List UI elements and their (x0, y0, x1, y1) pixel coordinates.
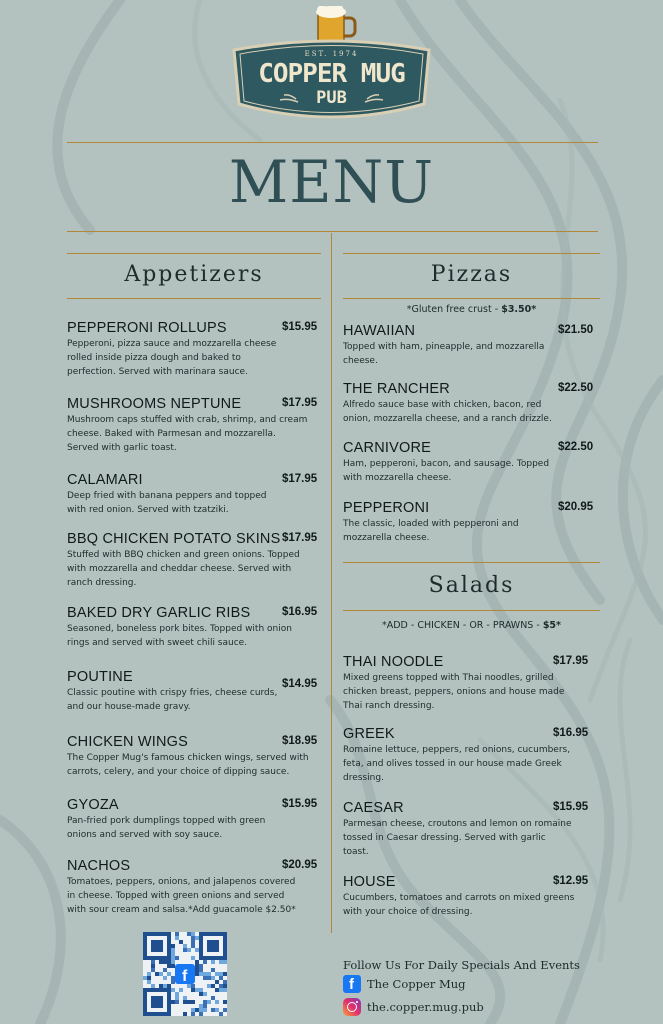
item-name: HOUSE (343, 874, 396, 890)
item-name: THE RANCHER (343, 381, 450, 397)
item-description-line: The classic, loaded with pepperoni and (343, 519, 519, 529)
pizzas-note-price: $3.50* (501, 304, 537, 315)
item-description-line: with mozzarella and cheddar cheese. Served with (67, 564, 292, 574)
item-name: HAWAIIAN (343, 323, 416, 339)
item-description-line: Deep fried with banana peppers and topped (67, 491, 267, 501)
item-description-line: rolled inside pizza dough and baked to (67, 353, 241, 363)
pizzas-bottom-rule (343, 298, 600, 299)
salads-bottom-rule (343, 610, 600, 611)
item-price: $17.95 (282, 397, 318, 409)
appetizers-heading: Appetizers (124, 262, 264, 287)
item-description-line: Tomatoes, peppers, onions, and jalapenos covered (67, 877, 296, 887)
item-description-line: Ham, pepperoni, bacon, and sausage. Topped (343, 459, 550, 469)
item-price: $15.95 (553, 801, 589, 813)
item-description-line: toast. (343, 847, 369, 857)
logo-name: COPPER MUG (258, 59, 405, 89)
salads-note-text: *ADD - CHICKEN - OR - PRAWNS - (381, 620, 543, 631)
item-description-line: onions and served with soy sauce. (67, 830, 223, 840)
appetizers-bottom-rule (67, 298, 321, 299)
item-description-line: Alfredo sauce base with chicken, bacon, red (343, 400, 542, 410)
item-description-line: Romaine lettuce, peppers, red onions, cucumbers, (343, 745, 571, 755)
svg-text:f: f (182, 968, 188, 985)
follow-us-text: Follow Us For Daily Specials And Events (343, 958, 580, 972)
facebook-icon: f (343, 975, 361, 993)
item-name: CALAMARI (67, 472, 143, 488)
item-description-line: cheese. (343, 356, 378, 366)
item-description-line: Seasoned, boneless pork bites. Topped with onion (67, 624, 292, 634)
item-name: BBQ CHICKEN POTATO SKINS (67, 531, 281, 547)
item-description-line: feta, and olives tossed in our house made Greek (343, 759, 562, 769)
pizzas-note-text: *Gluten free crust - (406, 304, 502, 315)
pizzas-top-rule (343, 253, 600, 254)
item-name: MUSHROOMS NEPTUNE (67, 396, 242, 412)
pub-logo (228, 6, 435, 132)
logo-established: EST. 1974 (304, 50, 359, 58)
item-name: CHICKEN WINGS (67, 734, 189, 750)
title-bottom-rule (67, 231, 598, 232)
salads-heading: Salads (428, 573, 515, 598)
item-name: NACHOS (67, 858, 131, 874)
item-description-line: mozzarella cheese. (343, 533, 430, 543)
instagram-link[interactable] (343, 997, 484, 1017)
item-description-line: chicken breast, peppers, onions and house made (343, 687, 565, 697)
item-description-line: Stuffed with BBQ chicken and green onions. Topped (67, 550, 300, 560)
pizzas-note (343, 304, 600, 315)
item-name: PEPPERONI ROLLUPS (67, 320, 227, 336)
item-description-line: with red onion. Served with tzatziki. (67, 505, 229, 515)
item-name: POUTINE (67, 669, 133, 685)
item-price: $20.95 (282, 859, 318, 871)
item-name: GREEK (343, 726, 395, 742)
item-price: $17.95 (553, 655, 589, 667)
logo-subname: PUB (316, 88, 347, 108)
column-divider (331, 233, 332, 933)
item-description-line: in cheese. Topped with green onions and served (67, 891, 285, 901)
item-price: $16.95 (282, 606, 318, 618)
facebook-label: The Copper Mug (367, 977, 466, 991)
item-price: $20.95 (558, 501, 594, 513)
item-name: THAI NOODLE (343, 654, 444, 670)
menu-title: MENU (228, 148, 435, 216)
item-price: $21.50 (558, 324, 594, 336)
instagram-label: the.copper.mug.pub (367, 1000, 484, 1014)
item-description-line: Mixed greens topped with Thai noodles, grilled (343, 673, 554, 683)
item-description-line: rings and served with sweet chili sauce. (67, 638, 248, 648)
facebook-link[interactable] (343, 974, 466, 994)
item-price: $14.95 (282, 678, 318, 690)
qr-code-icon[interactable] (143, 932, 227, 1016)
item-name: PEPPERONI (343, 500, 430, 516)
item-description-line: with your choice of dressing. (343, 907, 473, 917)
item-price: $22.50 (558, 441, 594, 453)
item-price: $22.50 (558, 382, 594, 394)
item-description-line: Mushroom caps stuffed with crab, shrimp, and cream (67, 415, 308, 425)
item-description-line: carrots, celery, and your choice of dipping sauce. (67, 767, 290, 777)
item-description-line: Served with garlic toast. (67, 443, 177, 453)
pizzas-heading: Pizzas (430, 262, 513, 287)
item-description-line: The Copper Mug's famous chicken wings, served with (67, 753, 309, 763)
item-price: $12.95 (553, 875, 589, 887)
item-description-line: onion, mozzarella cheese, and a ranch drizzle. (343, 414, 552, 424)
item-description-line: perfection. Served with marinara sauce. (67, 367, 248, 377)
instagram-icon (343, 998, 361, 1016)
item-description-line: with sour cream and salsa.*Add guacamole $2.50* (67, 905, 296, 915)
item-price: $18.95 (282, 735, 318, 747)
item-price: $16.95 (553, 727, 589, 739)
item-description-line: ranch dressing. (67, 578, 137, 588)
salads-note (343, 620, 600, 631)
item-price: $17.95 (282, 473, 318, 485)
item-description-line: Cucumbers, tomatoes and carrots on mixed greens (343, 893, 575, 903)
item-description-line: Classic poutine with crispy fries, cheese curds, (67, 688, 278, 698)
item-description-line: cheese. Baked with Parmesan and mozzarella. (67, 429, 276, 439)
item-price: $15.95 (282, 321, 318, 333)
item-description-line: Parmesan cheese, croutons and lemon on romaine (343, 819, 572, 829)
item-description-line: tossed in Caesar dressing. Served with garlic (343, 833, 546, 843)
item-description-line: and our house-made gravy. (67, 702, 191, 712)
item-price: $17.95 (282, 532, 318, 544)
item-description-line: with mozzarella cheese. (343, 473, 452, 483)
item-name: GYOZA (67, 797, 119, 813)
item-name: CARNIVORE (343, 440, 432, 456)
item-description-line: Pepperoni, pizza sauce and mozzarella cheese (67, 339, 277, 349)
item-description-line: Pan-fried pork dumplings topped with green (67, 816, 266, 826)
salads-note-price: $5* (542, 620, 562, 631)
appetizers-top-rule (67, 253, 321, 254)
item-description-line: Topped with ham, pineapple, and mozzarella (343, 342, 545, 352)
item-price: $15.95 (282, 798, 318, 810)
item-description-line: dressing. (343, 773, 384, 783)
item-name: BAKED DRY GARLIC RIBS (67, 605, 251, 621)
item-name: CAESAR (343, 800, 404, 816)
item-description-line: Thai ranch dressing. (343, 701, 435, 711)
top-rule (67, 142, 598, 143)
salads-top-rule (343, 562, 600, 563)
